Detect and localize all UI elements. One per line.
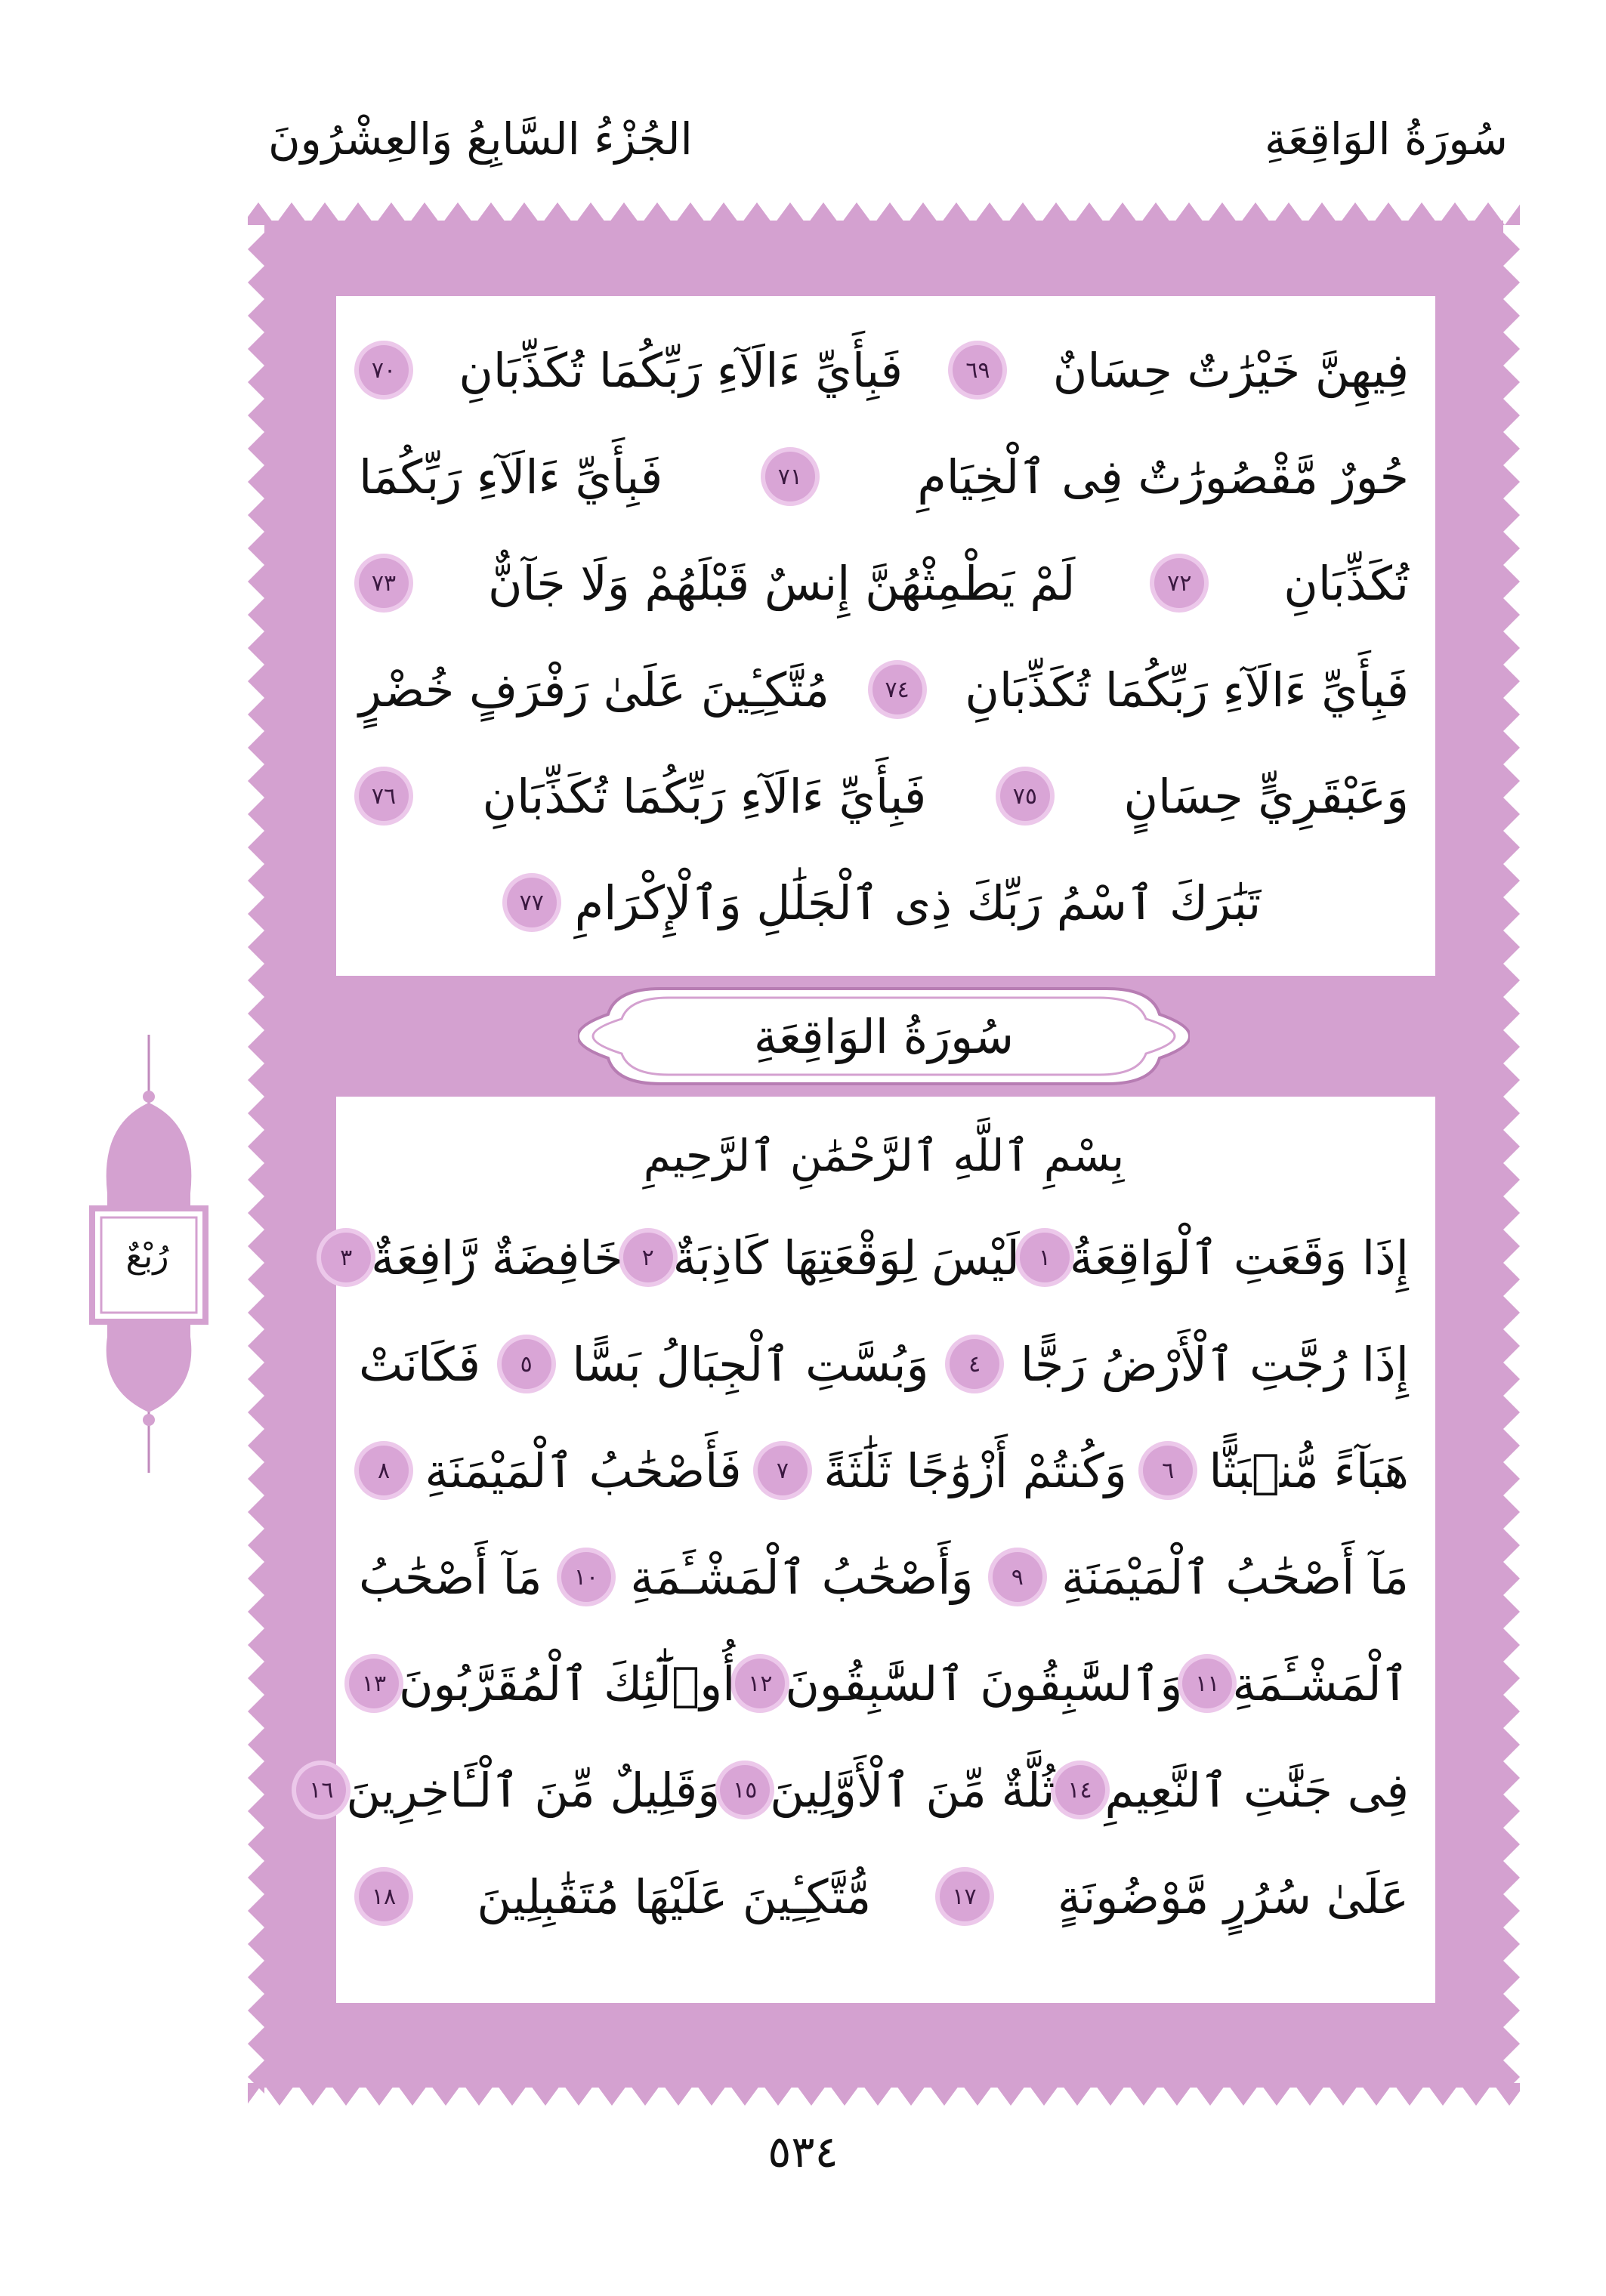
ayah-number-marker: ٧٣ — [359, 558, 409, 608]
verse-line — [359, 853, 1409, 952]
ayah-number-marker: ١٨ — [359, 1872, 409, 1921]
basmala: بِسْمِ ٱللَّهِ ٱلرَّحْمَٰنِ ٱلرَّحِيمِ — [643, 1130, 1125, 1181]
ayah-number-marker: ٢ — [623, 1233, 673, 1282]
verse-text: إِذَا رُجَّتِ ٱلْأَرْضُ رَجًّا — [1020, 1336, 1409, 1392]
verse-text: فَبِأَيِّ ءَالَآءِ رَبِّكُمَا تُكَذِّبَانِ — [965, 662, 1409, 718]
verse-text: هَبَآءً مُّنۢبَثًّا — [1209, 1443, 1409, 1498]
verse-text: لَمْ يَطْمِثْهُنَّ إِنسٌ قَبْلَهُمْ وَلَا جَآنٌّ — [487, 555, 1076, 611]
verse-text: خَافِضَةٌ رَّافِعَةٌ — [371, 1230, 623, 1285]
page-number: ٥٣٤ — [767, 2126, 839, 2177]
verse-text: مُتَّكِـِٔينَ عَلَىٰ رَفْرَفٍ خُضْرٍ — [359, 662, 829, 718]
verse-line — [359, 640, 1409, 739]
ayah-number-marker: ٧٧ — [507, 878, 557, 927]
verse-text: وَأَصْحَٰبُ ٱلْمَشْـَٔمَةِ — [630, 1549, 974, 1605]
ayah-number-marker: ١٠ — [561, 1552, 611, 1602]
rub-marker-label: رُبْعٌ — [125, 1236, 169, 1276]
ayah-number-marker: ١٣ — [349, 1659, 399, 1708]
verse-line — [359, 1315, 1409, 1413]
running-header-juz: الجُزْءُ السَّابِعُ وَالعِشْرُونَ — [268, 113, 693, 165]
verse-text: حُورٌ مَّقْصُورَٰتٌ فِى ٱلْخِيَامِ — [917, 449, 1409, 505]
verse-line — [359, 1634, 1409, 1733]
ayah-number-marker: ١٤ — [1055, 1765, 1105, 1815]
verse-text: تَبَٰرَكَ ٱسْمُ رَبِّكَ ذِى ٱلْجَلَٰلِ وَٱلْإِكْرَامِ — [574, 875, 1262, 930]
verse-line — [309, 1741, 1409, 1839]
ayah-number-marker: ٦٩ — [953, 345, 1002, 395]
ayah-number-marker: ٧٥ — [1000, 771, 1050, 821]
verse-text: وَٱلسَّٰبِقُونَ ٱلسَّٰبِقُونَ — [785, 1656, 1183, 1711]
verse-text: لَيْسَ لِوَقْعَتِهَا كَاذِبَةٌ — [672, 1230, 1020, 1285]
ayah-number-marker: ٧١ — [765, 452, 815, 501]
ayah-number-marker: ٤ — [950, 1339, 999, 1389]
verse-line — [359, 321, 1409, 419]
ayah-number-marker: ١٦ — [296, 1765, 346, 1815]
surah-title: سُورَةُ الوَاقِعَةِ — [753, 1008, 1015, 1064]
ayah-number-marker: ١٧ — [940, 1872, 990, 1921]
verse-text: فَأَصْحَٰبُ ٱلْمَيْمَنَةِ — [425, 1443, 742, 1498]
ayah-number-marker: ٥ — [502, 1339, 551, 1389]
ayah-number-marker: ٧ — [758, 1446, 808, 1495]
verse-line — [359, 427, 1409, 526]
verse-text: فِى جَنَّٰتِ ٱلنَّعِيمِ — [1104, 1762, 1409, 1818]
ayah-number-marker: ٧٢ — [1154, 558, 1204, 608]
verse-line — [359, 747, 1409, 845]
verse-text: أُو۟لَٰٓئِكَ ٱلْمُقَرَّبُونَ — [399, 1656, 736, 1711]
ayah-number-marker: ٧٠ — [359, 345, 409, 395]
verse-text: فَبِأَيِّ ءَالَآءِ رَبِّكُمَا تُكَذِّبَانِ — [459, 342, 903, 398]
verse-text: مُّتَّكِـِٔينَ عَلَيْهَا مُتَقَٰبِلِينَ — [477, 1869, 872, 1924]
verse-text: وَعَبْقَرِيٍّ حِسَانٍ — [1123, 768, 1409, 824]
verse-text: ٱلْمَشْـَٔمَةِ — [1232, 1656, 1409, 1711]
verse-line — [359, 1421, 1409, 1520]
verse-text: وَقَلِيلٌ مِّنَ ٱلْـَٔاخِرِينَ — [346, 1762, 721, 1818]
verse-text: وَكُنتُمْ أَزْوَٰجًا ثَلَٰثَةً — [823, 1443, 1127, 1498]
ayah-number-marker: ١ — [1020, 1233, 1070, 1282]
ayah-number-marker: ١٢ — [735, 1659, 785, 1708]
verse-text: وَبُسَّتِ ٱلْجِبَالُ بَسًّا — [572, 1336, 929, 1392]
ayah-number-marker: ٧٦ — [359, 771, 409, 821]
verse-line — [359, 1847, 1409, 1946]
verse-line — [340, 1208, 1409, 1307]
ayah-number-marker: ٨ — [359, 1446, 409, 1495]
verse-text: تُكَذِّبَانِ — [1283, 555, 1409, 611]
verse-line — [359, 1528, 1409, 1626]
ayah-number-marker: ٧٤ — [872, 665, 922, 714]
verse-text: مَآ أَصْحَٰبُ — [359, 1549, 542, 1605]
ayah-number-marker: ١٥ — [720, 1765, 770, 1815]
ayah-number-marker: ١١ — [1182, 1659, 1232, 1708]
verse-text: مَآ أَصْحَٰبُ ٱلْمَيْمَنَةِ — [1061, 1549, 1409, 1605]
verse-text: فِيهِنَّ خَيْرَٰتٌ حِسَانٌ — [1052, 342, 1409, 398]
ayah-number-marker: ٩ — [993, 1552, 1042, 1602]
verse-text: عَلَىٰ سُرُرٍ مَّوْضُونَةٍ — [1057, 1869, 1409, 1924]
verse-text: فَكَانَتْ — [359, 1336, 480, 1392]
verse-line — [359, 534, 1409, 632]
verse-text: فَبِأَيِّ ءَالَآءِ رَبِّكُمَا — [359, 449, 663, 505]
running-header-surah: سُورَةُ الوَاقِعَةِ — [1264, 113, 1508, 165]
verse-text: ثُلَّةٌ مِّنَ ٱلْأَوَّلِينَ — [770, 1762, 1055, 1818]
verse-text: إِذَا وَقَعَتِ ٱلْوَاقِعَةُ — [1069, 1230, 1409, 1285]
ayah-number-marker: ٣ — [321, 1233, 371, 1282]
ayah-number-marker: ٦ — [1143, 1446, 1193, 1495]
verse-text: فَبِأَيِّ ءَالَآءِ رَبِّكُمَا تُكَذِّبَانِ — [482, 768, 927, 824]
